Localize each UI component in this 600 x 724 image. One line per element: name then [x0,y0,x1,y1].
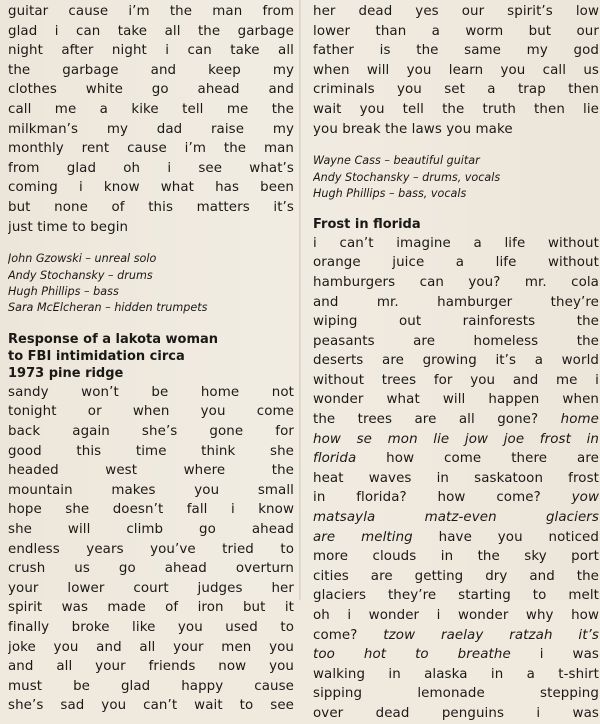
lyric-line: joke you and all your men you [8,639,294,655]
lyric-line [313,449,599,469]
lyric-line: her dead yes our spirit’s low [313,4,599,19]
lyric-line: night after night i can take all [8,43,294,59]
lyric-line: wonder what will happen when [313,392,599,408]
lyric-line: finally broke like you used to [8,619,294,635]
lyric-line: orange juice a life without [313,255,599,271]
lyric-segment: have you noticed [412,529,599,545]
lyric-line: i can’t imagine a life without [313,235,599,251]
lyric-line: back again she’s gone for [8,424,294,440]
credits-block-1 [8,251,294,317]
left-column [8,2,294,716]
lyric-line: father is the same my god [313,43,599,59]
lyric-line: coming i know what has been [8,180,294,196]
lyric-line: crush us go ahead overturn [8,561,294,577]
song-title-line: Response of a lakota woman [8,331,219,347]
lyric-line: glad i can take all the garbage [8,23,294,39]
lyric-line: sipping lemonade stepping [313,686,599,702]
lyric-line: the garbage and keep my [8,62,294,78]
lyric-line-italic: matsayla matz-even glaciers [313,510,599,526]
lyric-segment: how come there are [356,451,599,467]
lyric-line: hope she doesn’t fall i know [8,502,294,518]
lyric-line: hamburgers can you? mr. cola [313,274,599,290]
lyric-line: when will you learn you call us [313,62,599,78]
lyric-line: wiping out rainforests the [313,314,599,330]
lyric-line: glaciers they’re starting to melt [313,588,599,604]
lyric-line: but none of this matters it’s [8,199,294,215]
lyric-segment: come? [313,627,358,643]
lyric-line [313,410,599,430]
right-column [313,2,599,724]
lyric-line [313,528,599,548]
lyric-line: peasants are homeless the [313,333,599,349]
lyric-line: clothes white go ahead and [8,82,294,98]
lyric-line: sandy won’t be home not [8,384,294,400]
lyric-segment-italic: are melting [313,529,413,545]
lyric-line [313,488,599,508]
lyric-line: endless years you’ve tried to [8,541,294,557]
lyric-line: your lower court judges her [8,580,294,596]
credit-line: Hugh Phillips – bass [8,284,119,298]
lyric-line: walking in alaska in a t-shirt [313,666,599,682]
song-lyrics-frost-in-florida [313,234,599,724]
song-title-line: 1973 pine ridge [8,366,124,382]
credit-line: Andy Stochansky – drums, vocals [313,170,501,184]
lyric-segment-italic: home [538,412,599,428]
credits-block-2 [313,153,599,202]
song-title-frost-in-florida: Frost in florida [313,217,421,233]
lyric-line-italic: how se mon lie jow joe frost in [313,431,599,447]
lyric-line: oh i wonder i wonder why how [313,608,599,623]
lyric-line: headed west where the [8,463,294,479]
song-lyrics-lakota-woman-continued [313,2,599,139]
lyric-segment-italic: yow [540,490,599,506]
lyric-line: mountain makes you small [8,482,294,498]
lyric-line: deserts are growing it’s a world [313,353,599,369]
song-title-response-of-a-lakota-woman [8,331,294,383]
lyric-line: just time to begin [8,219,129,235]
lyric-line: more clouds in the sky port [313,549,599,565]
credit-line: Wayne Cass – beautiful guitar [313,154,480,168]
lyric-line: criminals you set a trap then [313,82,599,98]
lyric-line: cities are getting dry and the [313,568,599,584]
column-divider [299,0,301,600]
lyric-line: spirit was made of iron but it [8,600,294,616]
lyric-line: heat waves in saskatoon frost [313,470,599,486]
lyric-line: she’s sad you can’t wait to see [8,698,294,714]
lyric-segment: i was [510,647,599,663]
lyric-line: without trees for you and me i [313,372,599,388]
lyric-segment: the trees are all gone? [313,412,539,428]
lyric-line: guitar cause i’m the man from [8,4,294,19]
lyric-line: good this time think she [8,443,294,459]
lyric-line: and mr. hamburger they’re [313,294,599,310]
lyric-line: call me a kike tell me the [8,101,294,117]
lyric-segment-italic: florida [313,451,357,467]
song-lyrics-lakota-woman [8,383,294,716]
credit-line: Sara McElcheran – hidden trumpets [8,301,208,315]
credit-line: John Gzowski – unreal solo [8,252,157,266]
song-title-line: to FBI intimidation circa [8,349,185,365]
lyric-line: tonight or when you come [8,404,294,420]
credit-line: Hugh Phillips – bass, vocals [313,186,467,200]
lyric-line: must be glad happy cause [8,678,294,694]
song-lyrics-glad-ending [8,2,294,237]
lyric-segment: in florida? how come? [313,490,541,506]
lyric-line [313,626,599,646]
credit-line: Andy Stochansky – drums [8,268,153,282]
lyric-line: lower than a worm but our [313,23,599,39]
lyric-line: wait you tell the truth then lie [313,101,599,117]
lyric-line: and all your friends now you [8,659,294,675]
lyric-line: over dead penguins i was [313,705,599,721]
lyric-line: monthly rent cause i’m the man [8,141,294,157]
lyric-line: from glad oh i see what’s [8,160,294,176]
lyric-line [313,645,599,665]
lyric-segment-italic: too hot to breathe [313,647,511,663]
lyric-line: milkman’s my dad raise my [8,121,294,137]
lyric-segment-italic: tzow raelay ratzah it’s [357,627,599,643]
lyric-line: she will climb go ahead [8,522,294,538]
lyric-line: you break the laws you make [313,121,513,137]
